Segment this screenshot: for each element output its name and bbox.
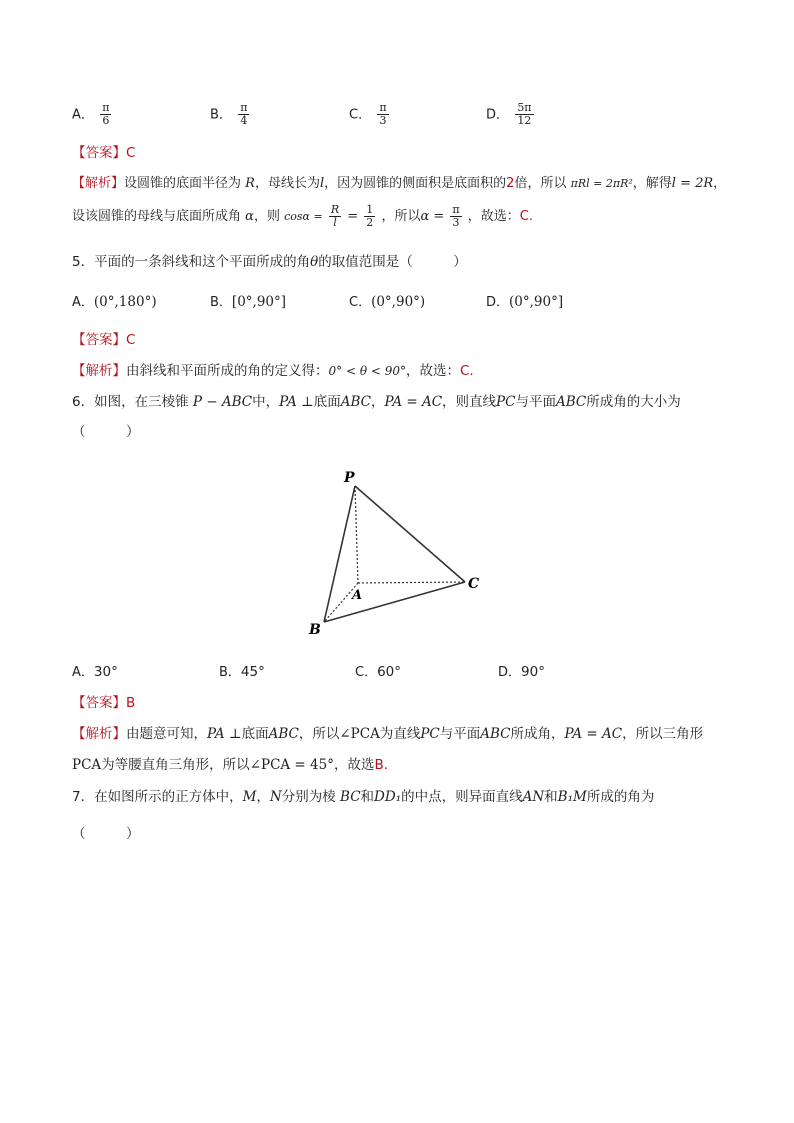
- fraction: $\frac{\pi}{3}$: [452, 203, 460, 229]
- text: ，母线长为: [254, 176, 320, 191]
- q6-analysis-line1: [72, 725, 703, 743]
- option-value: (0°,90°]: [509, 294, 564, 310]
- edge-pc: [355, 486, 465, 582]
- math: ABC: [268, 726, 299, 742]
- math: l: [319, 176, 325, 191]
- q4-analysis-line1: [72, 175, 726, 193]
- label-c: C: [468, 576, 480, 592]
- math: PA ⊥: [279, 394, 314, 410]
- text: ，所以三角形: [622, 726, 704, 742]
- text: ，: [370, 394, 385, 410]
- text: 6．如图，在三棱锥: [72, 394, 189, 410]
- option-value: 45°: [240, 664, 265, 680]
- text: ，因为圆锥的侧面积是底面积的: [324, 176, 507, 191]
- text: 由斜线和平面所成的角的定义得：: [126, 363, 329, 379]
- fraction: $\frac{\pi}{3}$: [379, 101, 387, 127]
- math: ABC: [555, 394, 587, 410]
- text: 底面: [313, 394, 341, 410]
- option-label: C．: [355, 665, 378, 680]
- text: 设该圆锥的母线与底面所成角: [72, 209, 242, 224]
- math: BC: [340, 789, 361, 805]
- text: ，故选: [333, 757, 375, 773]
- option-label: A．: [72, 295, 94, 310]
- text: C.: [519, 209, 534, 224]
- edge-pa: [355, 486, 358, 583]
- text: ，则: [253, 209, 280, 224]
- option-label: A．: [72, 665, 94, 680]
- analysis-tag: 【解析】: [72, 363, 126, 379]
- tetrahedron-figure: [300, 462, 490, 642]
- text: （ ）: [72, 424, 140, 440]
- answer-value: C: [126, 145, 136, 161]
- math: ∠PCA: [339, 726, 380, 742]
- math: PC: [496, 394, 516, 410]
- label-a: A: [352, 588, 363, 603]
- math: cosα =: [284, 210, 323, 223]
- math: θ: [310, 254, 319, 270]
- option-label: B．: [219, 665, 241, 680]
- text: ，: [256, 789, 270, 805]
- q6-paren: [72, 423, 140, 441]
- q4-option-d: [486, 102, 536, 127]
- text: 与平面: [515, 394, 556, 410]
- text: 与平面: [439, 726, 481, 742]
- option-label: D．: [486, 295, 510, 310]
- label-b: B: [309, 622, 321, 638]
- q6-analysis-line2: [72, 756, 388, 774]
- text: 分别为棱: [281, 789, 336, 805]
- fraction: $\frac{\pi}{4}$: [240, 101, 248, 127]
- option-value: 90°: [521, 664, 545, 680]
- option-label: C．: [349, 295, 372, 310]
- option-value: 30°: [93, 664, 118, 680]
- math: =: [347, 209, 359, 224]
- math: ABC: [480, 726, 511, 742]
- text: 所成角，: [510, 726, 565, 742]
- q7-paren: [72, 825, 140, 843]
- analysis-tag: 【解析】: [72, 176, 125, 191]
- fraction: $\frac{1}{2}$: [366, 203, 374, 229]
- text: 所成的角为: [586, 789, 655, 805]
- math: ∠PCA = 45°: [249, 757, 334, 773]
- answer-tag: 【答案】: [72, 695, 126, 711]
- text: 设圆锥的底面半径为: [124, 176, 242, 191]
- math: 0° < θ < 90°: [328, 364, 406, 378]
- math: PCA: [72, 757, 102, 773]
- math: α: [245, 209, 254, 224]
- text: （ ）: [72, 826, 140, 842]
- option-label: D．: [498, 665, 522, 680]
- math: R: [245, 176, 255, 191]
- q6-option-a: [72, 663, 118, 682]
- option-label: A．: [72, 107, 94, 123]
- text: 所成角的大小为: [586, 394, 681, 410]
- math: B₁M: [557, 789, 587, 805]
- analysis-tag: 【解析】: [72, 726, 126, 742]
- answer-value: B: [126, 695, 136, 711]
- math: AN: [522, 789, 545, 805]
- fraction: $\frac{R}{l}$: [330, 203, 340, 229]
- q5-analysis: [72, 362, 474, 380]
- text: 为直线: [379, 726, 421, 742]
- answer-tag: 【答案】: [72, 332, 126, 348]
- q5-option-b: [210, 293, 286, 312]
- text: 5．平面的一条斜线和这个平面所成的角: [72, 254, 311, 270]
- math: πRl = 2πR²: [570, 177, 633, 190]
- text: 和: [544, 789, 558, 805]
- q4-option-a: [72, 102, 113, 127]
- math: PA ⊥: [207, 726, 242, 742]
- text: 和: [360, 789, 375, 805]
- q7-stem: [72, 788, 654, 806]
- math: P − ABC: [192, 394, 253, 410]
- text: ，故选：: [467, 209, 520, 224]
- q5-option-c: [349, 293, 425, 312]
- text: ，则直线: [442, 394, 497, 410]
- option-label: C．: [349, 107, 372, 123]
- option-value: (0°,90°): [371, 294, 426, 310]
- math: PC: [420, 726, 440, 742]
- option-label: D．: [486, 107, 510, 123]
- text: ，故选：: [406, 363, 460, 379]
- answer-value: C: [126, 332, 136, 348]
- option-value: (0°,180°): [93, 294, 157, 310]
- edge-ac: [358, 582, 465, 583]
- math: DD₁: [374, 789, 402, 805]
- text: B.: [374, 757, 389, 773]
- text: 的取值范围是（ ）: [318, 254, 467, 270]
- q4-analysis-line2: [72, 204, 533, 229]
- q5-option-d: [486, 293, 563, 312]
- math: ABC: [340, 394, 371, 410]
- text: 为等腰直角三角形，所以: [101, 757, 250, 773]
- q6-option-c: [355, 663, 401, 682]
- text: C.: [460, 363, 474, 379]
- edge-pb: [324, 486, 355, 622]
- option-value: 60°: [377, 664, 402, 680]
- text: 2: [506, 176, 515, 191]
- math: PA = AC: [384, 394, 443, 410]
- text: 底面: [241, 726, 269, 742]
- text: ，所以: [298, 726, 340, 742]
- text: 7．在如图所示的正方体中，: [72, 789, 243, 805]
- math: α =: [420, 209, 445, 224]
- math: l = 2R: [671, 176, 714, 191]
- text: ，: [713, 176, 727, 191]
- q4-option-b: [210, 102, 251, 127]
- text: 倍，所以: [514, 176, 567, 191]
- option-label: B．: [210, 107, 232, 123]
- math: M: [242, 789, 257, 805]
- q6-option-b: [219, 663, 265, 682]
- q6-option-d: [498, 663, 545, 682]
- q5-stem: [72, 253, 467, 271]
- text: ，解得: [632, 176, 672, 191]
- option-label: B．: [210, 295, 232, 310]
- answer-tag: 【答案】: [72, 145, 126, 161]
- q4-option-c: [349, 102, 391, 127]
- math: N: [269, 789, 282, 805]
- q5-option-a: [72, 293, 157, 312]
- q6-answer: [72, 694, 135, 712]
- fraction: $\frac{5\pi}{12}$: [517, 101, 532, 127]
- q6-stem: [72, 393, 681, 411]
- edge-bc: [324, 582, 465, 622]
- label-p: P: [344, 470, 355, 486]
- q4-answer: [72, 144, 135, 162]
- fraction: $\frac{\pi}{6}$: [102, 101, 110, 127]
- text: 的中点，则异面直线: [401, 789, 523, 805]
- text: ，所以: [381, 209, 421, 224]
- math: PA = AC: [564, 726, 623, 742]
- option-value: [0°,90°]: [231, 294, 287, 310]
- text: 中，: [252, 394, 280, 410]
- text: 由题意可知，: [126, 726, 207, 742]
- q5-answer: [72, 331, 135, 349]
